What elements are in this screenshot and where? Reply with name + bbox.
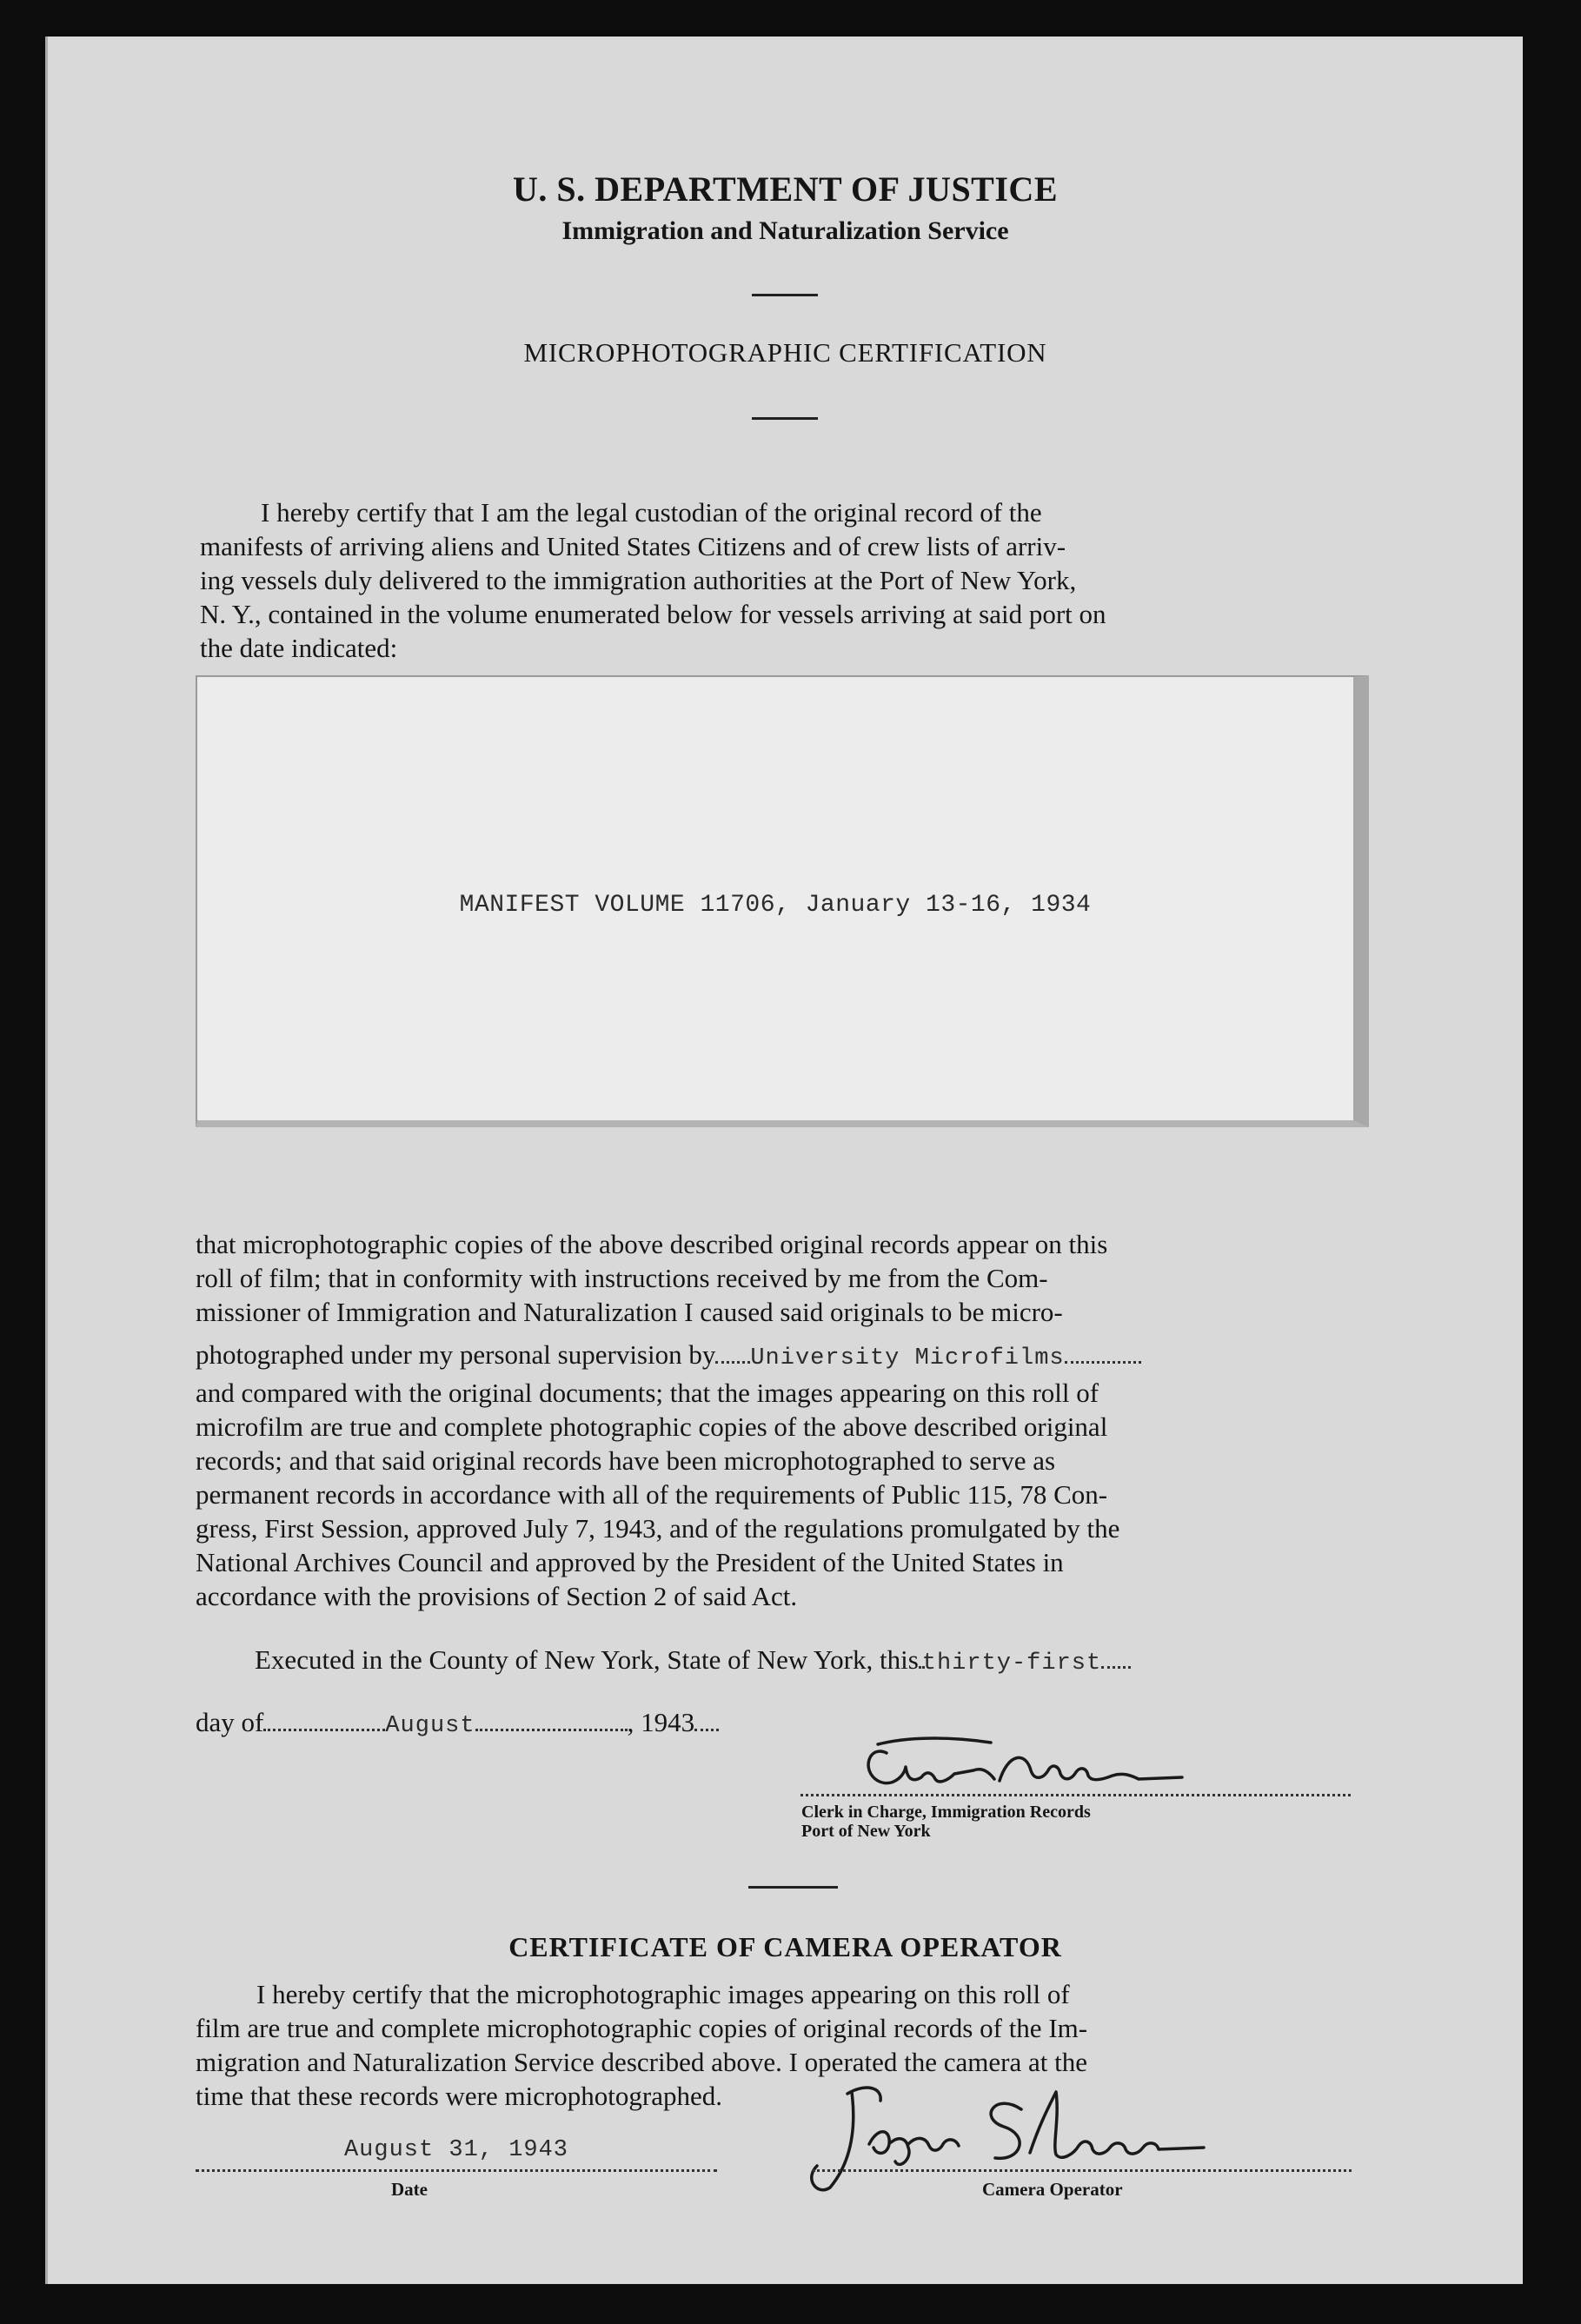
clerk-signature-line <box>800 1794 1351 1796</box>
execution-day-value: thirty-first <box>921 1650 1102 1677</box>
paragraph-line: accordance with the provisions of Section 2 of said Act. <box>196 1581 798 1611</box>
paragraph-line: migration and Naturalization Service described above. I operated the camera at the <box>196 2047 1087 2077</box>
microfilmer-name: University Microfilms <box>750 1345 1065 1371</box>
paragraph-line: gress, First Session, approved July 7, 1943, and of the regulations promulgated by the <box>196 1513 1120 1544</box>
clerk-title-line2: Port of New York <box>801 1822 931 1841</box>
execution-month-value: August <box>385 1713 475 1739</box>
paragraph-line: that microphotographic copies of the above described original records appear on this <box>196 1229 1108 1259</box>
paragraph-line: time that these records were microphotographed. <box>196 2081 722 2111</box>
paragraph-line: the date indicated: <box>200 633 398 663</box>
clerk-title <box>801 1803 1091 1841</box>
paragraph-line: and compared with the original documents; that the images appearing on this roll of <box>196 1378 1099 1408</box>
execution-line <box>255 1644 1131 1677</box>
divider-middle <box>752 417 818 420</box>
paragraph-line: manifests of arriving aliens and United States Citizens and of crew lists of arriv- <box>200 531 1066 561</box>
paragraph-line: microfilm are true and complete photographic copies of the above described original <box>196 1411 1108 1442</box>
paragraph-line: film are true and complete microphotographic copies of original records of the Im- <box>196 2013 1088 2043</box>
manifest-card <box>196 675 1369 1127</box>
service-subtitle: Immigration and Naturalization Service <box>561 216 1009 245</box>
camera-operator-signature <box>769 2075 1221 2196</box>
clerk-title-line1: Clerk in Charge, Immigration Records <box>801 1803 1091 1822</box>
custodian-paragraph <box>200 495 1352 665</box>
paragraph-line: missioner of Immigration and Naturalization I caused said originals to be micro- <box>196 1297 1063 1327</box>
paragraph-line: records; and that said original records have been microphotographed to serve as <box>196 1445 1056 1476</box>
paragraph-line: I hereby certify that the microphotographic images appearing on this roll of <box>256 1979 1070 2009</box>
camera-operator-label: Camera Operator <box>982 2179 1123 2200</box>
certification-title: MICROPHOTOGRAPHIC CERTIFICATION <box>523 337 1047 368</box>
manifest-volume-text: MANIFEST VOLUME 11706, January 13-16, 1934 <box>459 892 1092 919</box>
department-title: U. S. DEPARTMENT OF JUSTICE <box>513 169 1058 209</box>
day-of-label: day of <box>196 1707 264 1737</box>
camera-operator-title: CERTIFICATE OF CAMERA OPERATOR <box>508 1931 1062 1962</box>
certification-paragraph <box>196 1227 1353 1613</box>
paragraph-line: National Archives Council and approved by the President of the United States in <box>196 1547 1064 1577</box>
paragraph-line: permanent records in accordance with all of the requirements of Public 115, 78 Con- <box>196 1479 1108 1510</box>
divider-bottom <box>748 1886 838 1889</box>
paragraph-line: roll of film; that in conformity with instructions received by me from the Com- <box>196 1263 1048 1293</box>
paragraph-line: I hereby certify that I am the legal custodian of the original record of the <box>261 497 1042 528</box>
paragraph-line: photographed under my personal supervision by <box>196 1339 716 1370</box>
execution-prefix: Executed in the County of New York, State of New York, this <box>255 1644 919 1675</box>
certificate-page <box>45 37 1523 2284</box>
divider-top <box>752 294 818 296</box>
microfilmer-line <box>196 1338 1353 1376</box>
day-of-line: day of August , 1943 <box>196 1707 719 1739</box>
paragraph-line: N. Y., contained in the volume enumerated below for vessels arriving at said port on <box>200 599 1106 629</box>
date-line <box>196 2169 717 2172</box>
operator-date-value: August 31, 1943 <box>343 2137 569 2163</box>
paragraph-line: ing vessels duly delivered to the immigration authorities at the Port of New York, <box>200 565 1077 595</box>
date-label: Date <box>391 2179 428 2200</box>
operator-signature-line <box>813 2169 1352 2172</box>
execution-year: 1943 <box>641 1707 695 1737</box>
